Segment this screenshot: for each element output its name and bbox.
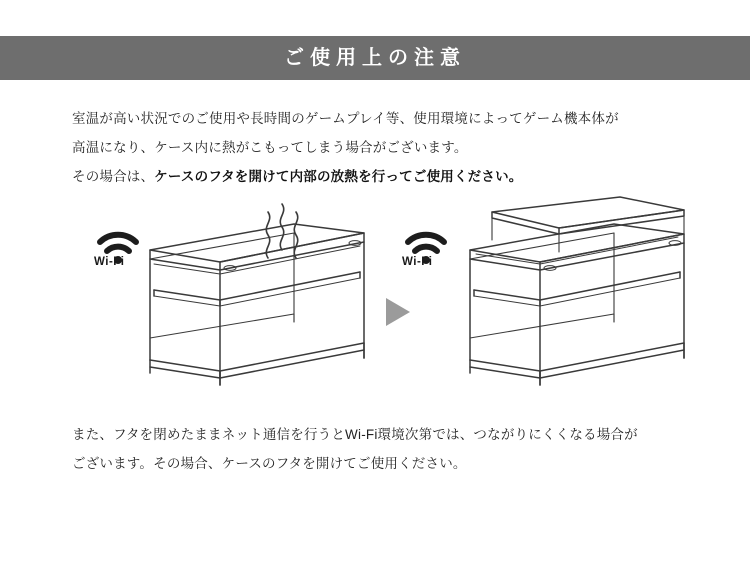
top-notice-paragraph: [72, 104, 686, 191]
desk-case-open-lid: [470, 197, 684, 385]
page-title: ご使用上の注意: [284, 47, 466, 69]
bottom-whitespace: [0, 520, 750, 584]
top-paragraph-line-3-normal: その場合は、: [72, 169, 155, 184]
top-paragraph-line-3: [72, 162, 686, 191]
wifi-label-left: Wi-Fi: [94, 256, 125, 268]
bottom-paragraph-line-1: また、フタを閉めたままネット通信を行うとWi-Fi環境次第では、つながりにくくなる場合が: [72, 427, 638, 442]
bottom-notice-paragraph: [72, 420, 686, 478]
illustration-area: [72, 190, 686, 405]
top-paragraph-line-3-bold: ケースのフタを開けて内部の放熱を行ってご使用ください。: [154, 169, 523, 184]
top-paragraph-line-2: 高温になり、ケース内に熱がこもってしまう場合がございます。: [72, 140, 468, 155]
top-paragraph-line-1: 室温が高い状況でのご使用や長時間のゲームプレイ等、使用環境によってゲーム機本体が: [72, 111, 619, 126]
wifi-label-right: Wi-Fi: [402, 256, 433, 268]
illustration-svg: [72, 190, 686, 405]
section-header-band: [0, 36, 750, 80]
desk-case-closed-lid: [150, 224, 364, 385]
right-triangle-arrow-icon: [386, 298, 410, 326]
bottom-paragraph-line-2: ございます。その場合、ケースのフタを開けてご使用ください。: [72, 456, 467, 471]
